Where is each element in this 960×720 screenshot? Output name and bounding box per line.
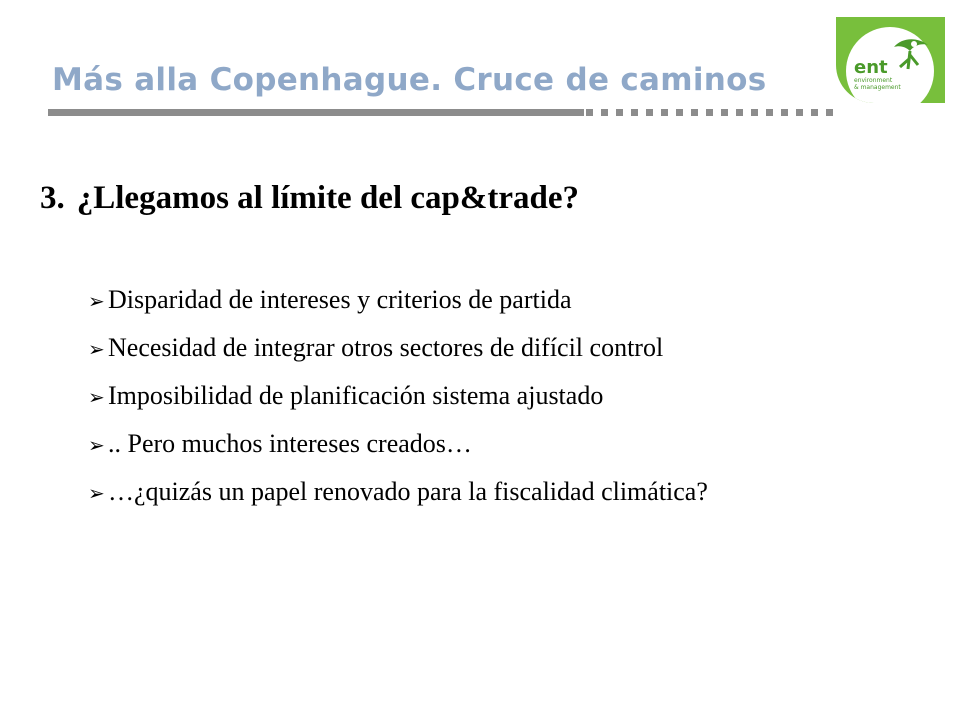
list-item: ➢ Imposibilidad de planificación sistema ajustado — [88, 381, 604, 410]
arrowhead-bullet-icon: ➢ — [88, 385, 105, 409]
section-title: ¿Llegamos al límite del cap&trade? — [76, 180, 580, 216]
arrowhead-bullet-icon: ➢ — [88, 337, 105, 361]
section-heading — [40, 180, 579, 217]
header-rule — [48, 109, 584, 116]
logo-tagline: environment & management — [854, 77, 901, 91]
section-number: 3. — [40, 180, 65, 216]
header-title: Más alla Copenhague. Cruce de caminos — [52, 62, 767, 98]
bullet-list — [88, 285, 886, 525]
tree-figure-icon — [888, 35, 934, 71]
arrowhead-bullet-icon: ➢ — [88, 481, 105, 505]
list-item: ➢ .. Pero muchos intereses creados… — [88, 429, 472, 458]
logo-text: ent — [854, 57, 888, 78]
list-item: ➢ …¿quizás un papel renovado para la fiscalidad climática? — [88, 477, 708, 506]
list-item: ➢ Disparidad de intereses y criterios de partida — [88, 285, 572, 314]
arrowhead-bullet-icon: ➢ — [88, 433, 105, 457]
list-item: ➢ Necesidad de integrar otros sectores de difícil control — [88, 333, 664, 362]
arrowhead-bullet-icon: ➢ — [88, 289, 105, 313]
ent-logo — [836, 17, 945, 103]
